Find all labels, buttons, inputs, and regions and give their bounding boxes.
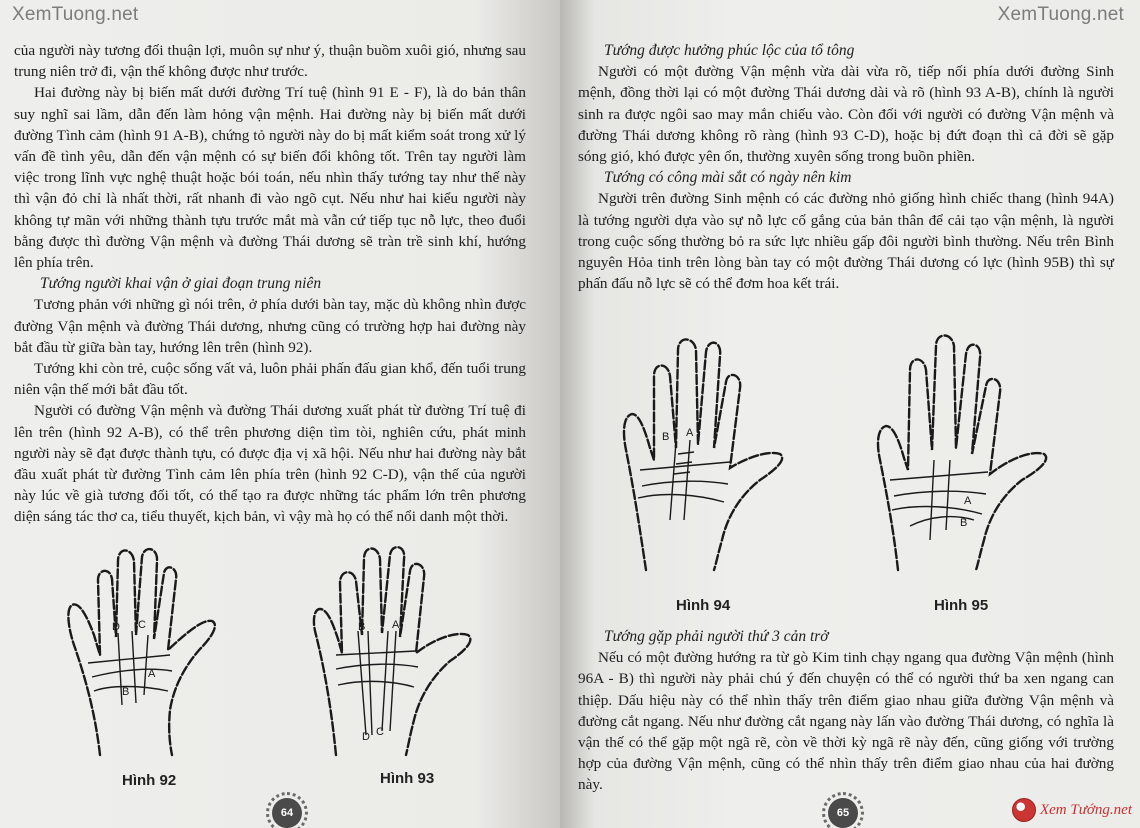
- figure-label: A: [686, 427, 694, 439]
- palm-drawing-93: [310, 535, 500, 765]
- paragraph: Nếu có một đường hướng ra từ gò Kim tinh chạy ngang qua đường Vận mệnh (hình 96A - B) thì người này phải chú ý đến chuyện có thể có người thứ ba xen ngang can thiệp. Dấu hiệu này có thể nhìn thấy trên điểm giao nhau giữa đường Vận mệnh và đường cắt ngang. Nếu như đường cắt ngang này lấn vào đường Thái dương, có nghĩa là vận thế có thể gặp một ngã rẽ, còn về thời kỳ ngã rẽ này đến, cũng giống với trường hợp của đường Vận mệnh, cũng có thể nhìn thấy trên điểm giao nhau của hai đường này.: [578, 649, 1114, 794]
- brand-logo: [1012, 798, 1132, 822]
- figure-caption: Hình 93: [380, 770, 435, 787]
- section-heading: Tướng có công mài sắt có ngày nên kim: [604, 169, 852, 187]
- figure-label: B: [662, 431, 670, 443]
- figure-93: [310, 535, 500, 765]
- left-page-text: [14, 40, 526, 528]
- paragraph: Hai đường này bị biến mất dưới đường Trí tuệ (hình 91 E - F), là do bản thân suy nghĩ sai lầm, dẫn đến làm hỏng vận mệnh. Hai đường này bị biến mất dưới đường Tình cảm (hình 91 A-B), chứng tỏ người này do bị mất kiểm soát trong xử lý vấn đề tình yêu, dẫn đến vận mệnh có sự biến đổi không tốt. Trên tay người làm việc trong lĩnh vực nghệ thuật hoặc bói toán, nếu nhìn thấy tướng tay như thế này thì vận đỏ chỉ là nhất thời, rất nhanh đi vào ngõ cụt. Nếu như hai kiểu người này không tự mãn với những thành tựu trước mắt mà vẫn cứ tiếp tục nỗ lực, theo đuổi bằng được thì đường Vận mệnh và đường Thái dương sẽ tràn trề sinh khí, hướng lên phía trên.: [14, 84, 526, 272]
- page-number: 65: [828, 798, 858, 828]
- figure-label: B: [358, 621, 366, 633]
- figure-label: A: [148, 668, 156, 680]
- palm-drawing-92: [60, 535, 250, 765]
- section-heading: Tướng được hưởng phúc lộc của tổ tông: [604, 42, 855, 59]
- section-heading: Tướng gặp phải người thứ 3 cản trở: [604, 628, 829, 645]
- figure-caption: Hình 95: [934, 597, 989, 614]
- figure-95: [870, 330, 1070, 580]
- brand-text: Xem Tướng.net: [1039, 801, 1132, 818]
- figure-label: B: [960, 517, 968, 529]
- paragraph: Tướng khi còn trẻ, cuộc sống vất vả, luôn phải phấn đấu gian khổ, đến tuổi trung niên vận thế mới bắt đầu tốt.: [14, 360, 526, 399]
- page-number: 64: [272, 798, 302, 828]
- right-page: [560, 0, 1140, 828]
- paragraph: của người này tương đối thuận lợi, muôn sự như ý, thuận buồm xuôi gió, nhưng sau trung niên trở đi, vận thế không được như trước.: [14, 42, 526, 81]
- yin-yang-icon: [1012, 798, 1036, 822]
- figure-caption: Hình 92: [122, 772, 177, 789]
- paragraph: Người có một đường Vận mệnh vừa dài vừa rõ, tiếp nối phía dưới đường Sinh mệnh, đồng thời lại có một đường Thái dương dài và rõ (hình 93 A-B), chính là người sinh ra được ngôi sao may mắn chiếu vào. Còn đối với người có đường Vận mệnh và đường Thái dương không rõ ràng (hình 93 C-D), hoặc bị đứt đoạn thì cả đời sẽ gặp sóng gió, khó được yên ổn, thường xuyên sống trong buồn phiền.: [578, 63, 1114, 166]
- figure-label: D: [112, 621, 120, 633]
- paragraph: Tương phản với những gì nói trên, ở phía dưới bàn tay, mặc dù không nhìn được đường Vận mệnh và đường Thái dương, nhưng cũng có trường hợp hai đường này bắt đầu từ giữa bàn tay, hướng lên trên (hình 92).: [14, 296, 526, 356]
- palm-drawing-95: [870, 330, 1070, 580]
- figure-label: C: [376, 726, 384, 738]
- right-page-text-top: [578, 40, 1114, 294]
- watermark-left: XemTuong.net: [12, 4, 139, 25]
- figure-94: [618, 330, 808, 580]
- figure-label: A: [964, 495, 972, 507]
- left-page: [0, 0, 560, 828]
- figure-label: A: [392, 619, 400, 631]
- right-page-text-bottom: [578, 626, 1114, 796]
- figure-92: [60, 535, 250, 765]
- watermark-right: XemTuong.net: [997, 4, 1124, 25]
- palm-drawing-94: [618, 330, 808, 580]
- figure-label: D: [362, 731, 370, 743]
- figure-caption: Hình 94: [676, 597, 731, 614]
- figure-label: C: [138, 619, 146, 631]
- figure-label: B: [122, 686, 130, 698]
- section-heading: Tướng người khai vận ở giai đoạn trung niên: [40, 275, 322, 293]
- paragraph: Người trên đường Sinh mệnh có các đường nhỏ giống hình chiếc thang (hình 94A) là tướng người dựa vào sự nỗ lực cố gắng của bản thân để cải tạo vận mệnh, là người trong cuộc sống thường bỏ ra sức lực nhiều gấp đôi người bình thường. Nếu trên Bình nguyên Hỏa tinh trên lòng bàn tay có một đường Thái dương có lực (hình 95B) thì sự phấn đấu nỗ lực sẽ có thể đơm hoa kết trái.: [578, 190, 1114, 293]
- paragraph: Người có đường Vận mệnh và đường Thái dương xuất phát từ đường Trí tuệ đi lên trên (hình 92 A-B), có thể trên phương diện tìm tòi, nghiên cứu, phát minh người này sẽ đạt được thành tựu, có được địa vị xã hội. Nếu như hai đường này bắt đầu xuất phát từ đường Tình cảm lên phía trên (hình 92 C-D), vận thế của người này lúc về già tương đối tốt, có thể tạo ra được những tác phẩm lớn trên phương diện sáng tác thơ ca, tiểu thuyết, kịch bản, vì vậy mà họ có thể nổi danh một thời.: [14, 402, 526, 526]
